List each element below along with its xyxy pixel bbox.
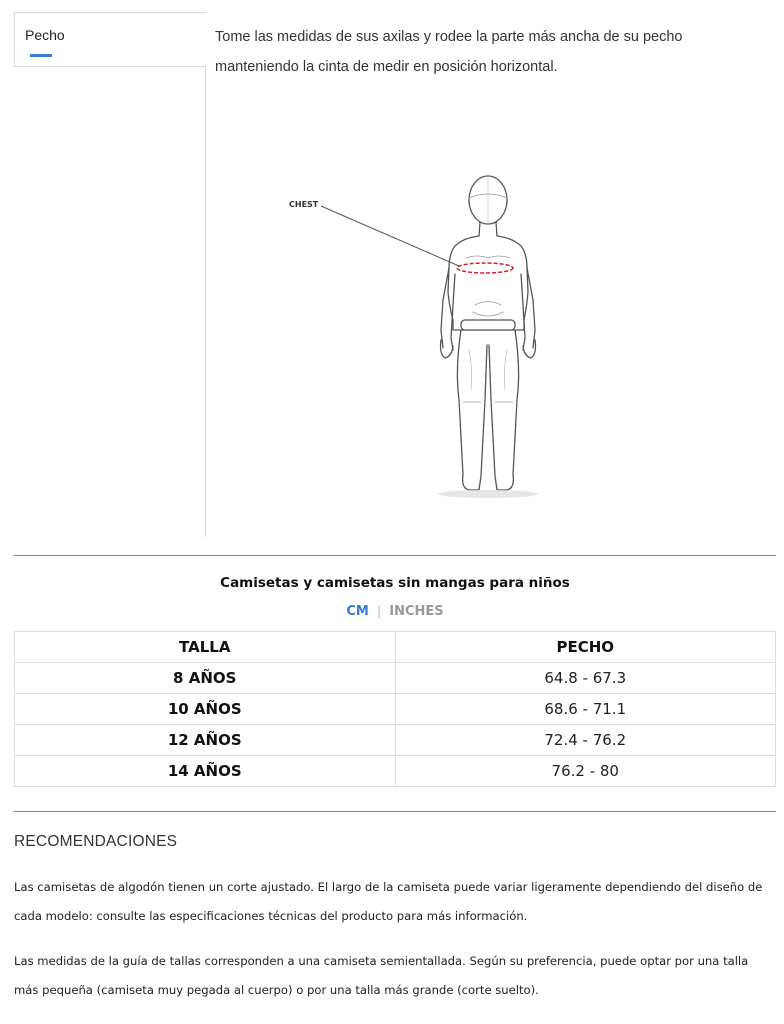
recommendation-paragraph: Las camisetas de algodón tienen un corte ajustado. El largo de la camiseta puede variar ligeramente dependiendo del diseño de cada modelo: consulte las especificaciones técnicas del producto para más información. bbox=[14, 880, 763, 923]
chest-cell: 68.6 - 71.1 bbox=[395, 694, 776, 725]
chest-cell: 72.4 - 76.2 bbox=[395, 725, 776, 756]
size-cell: 8 AÑOS bbox=[15, 663, 396, 694]
unit-toggle bbox=[14, 604, 776, 619]
chest-cell: 76.2 - 80 bbox=[395, 756, 776, 787]
table-row bbox=[15, 663, 776, 694]
tab-active-indicator bbox=[30, 54, 52, 57]
chest-label: CHEST bbox=[289, 200, 319, 209]
recommendations-title: RECOMENDACIONES bbox=[14, 833, 178, 850]
table-header-row bbox=[15, 632, 776, 663]
child-body-illustration bbox=[283, 170, 553, 510]
size-cell: 12 AÑOS bbox=[15, 725, 396, 756]
size-cell: 14 AÑOS bbox=[15, 756, 396, 787]
unit-separator: | bbox=[376, 604, 382, 619]
table-row bbox=[15, 725, 776, 756]
size-cell: 10 AÑOS bbox=[15, 694, 396, 725]
recommendation-paragraph: Las medidas de la guía de tallas corresponden a una camiseta semientallada. Según su preferencia, puede optar por una talla más pequeña (camiseta muy pegada al cuerpo) o por una talla más grande (corte suelto). bbox=[14, 954, 749, 997]
table-row bbox=[15, 756, 776, 787]
tab-pecho[interactable]: Pecho bbox=[25, 27, 65, 43]
measurement-tabs bbox=[14, 12, 206, 67]
section-divider bbox=[14, 811, 776, 812]
measurement-instructions: Tome las medidas de sus axilas y rodee la parte más ancha de su pecho manteniendo la cinta de medir en posición horizontal. bbox=[215, 29, 683, 75]
chest-cell: 64.8 - 67.3 bbox=[395, 663, 776, 694]
section-divider bbox=[14, 555, 776, 556]
size-table bbox=[14, 631, 776, 787]
header-talla: TALLA bbox=[15, 632, 396, 663]
body-measurement-figure bbox=[283, 170, 553, 510]
unit-cm-option[interactable]: CM bbox=[346, 604, 369, 619]
size-table-title: Camisetas y camisetas sin mangas para niños bbox=[220, 575, 570, 591]
panel-divider bbox=[205, 67, 206, 537]
header-pecho: PECHO bbox=[395, 632, 776, 663]
table-row bbox=[15, 694, 776, 725]
unit-inches-option[interactable]: INCHES bbox=[389, 604, 444, 619]
